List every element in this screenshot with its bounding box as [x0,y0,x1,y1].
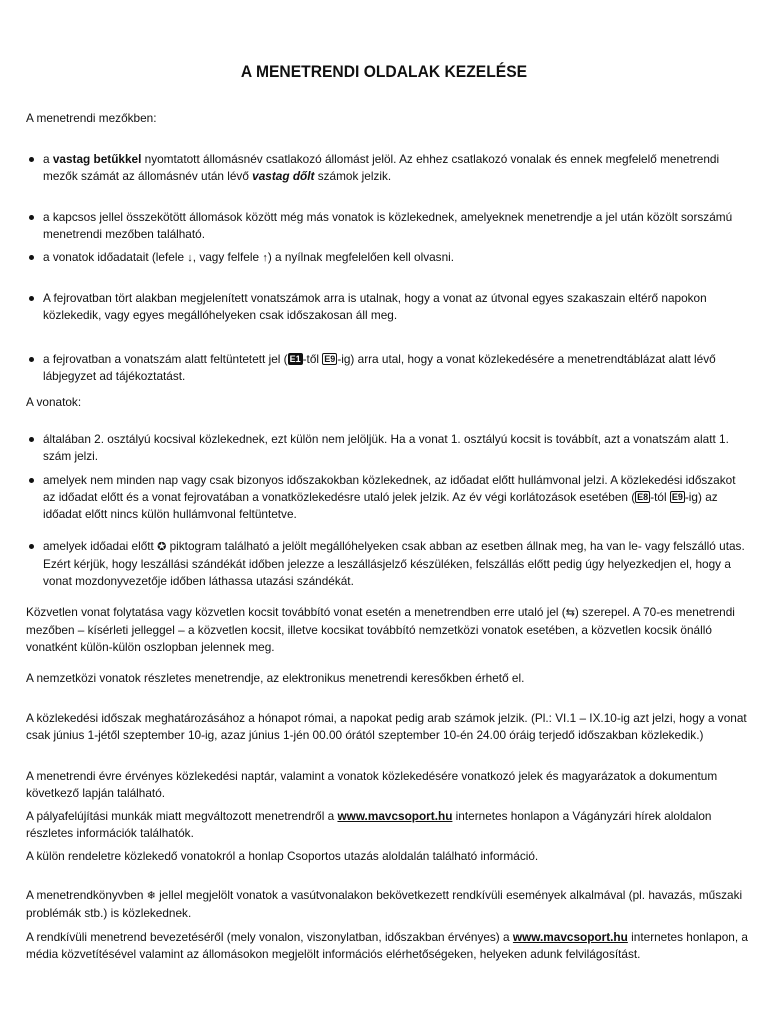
footnote-symbol-icon: E9 [324,354,336,364]
bullet-icon [29,215,34,220]
through-car-icon: ⇆ [565,607,575,619]
footnote-symbol-icon: E1 [289,354,301,364]
footnote-symbol-icon: E9 [671,492,683,502]
list-item-tort-vonatszam: A fejrovatban tört alakban megjelenített vonatszámok arra is utalnak, hogy a vonat az útvonal egyes szakaszain eltérő napokon közlekedik, vagy egyes megállóhelyeken csak időszakosan áll meg. [26,290,748,324]
list-item-vastag-betu: a vastag betűkkel nyomtatott állomásnév csatlakozó állomást jelöl. Az ehhez csatlakozó vonalak és ennek megfelelő menetrendi mezők számát az állomásnév után lévő vastag dőlt számok jelzik. [26,151,748,185]
bullet-icon [29,437,34,442]
arrow-down-icon: ↓ [187,252,193,264]
intro-vonatok: A vonatok: [26,395,82,409]
paragraph-palyafelujitas: A pályafelújítási munkák miatt megváltozott menetrendről a www.mavcsoport.hu internetes honlapon a Vágányzári hírek aloldalon részletes információk találhatók. [26,809,712,840]
bullet-icon [29,478,34,483]
arrow-up-icon: ↑ [262,252,268,264]
list-item-idoadatok-irany: a vonatok időadatait (lefele ↓, vagy felfele ↑) a nyílnak megfelelően kell olvasni. [26,249,748,267]
list-item-kapcsos-jel: a kapcsos jellel összekötött állomások között még más vonatok is közlekednek, amelyeknek menetrendje a jel után közölt sorszámú menetrendi mezőben található. [26,209,748,243]
mavcsoport-link[interactable]: www.mavcsoport.hu [337,809,453,823]
bullet-icon [29,296,34,301]
mavcsoport-link[interactable]: www.mavcsoport.hu [512,930,628,944]
paragraph-rendkivuli-jel: A menetrendkönyvben ❄ jellel megjelölt vonatok a vasútvonalakon bekövetkezett rendkívüli események alkalmával (pl. havazás, műszaki problémák stb.) is közlekednek. [26,888,743,920]
paragraph-rendkivuli-menetrend: A rendkívüli menetrend bevezetéséről (mely vonalon, viszonylatban, időszakban érvényes) a www.mavcsoport.hu internetes honlapon, a média közvetítésével valamint az állomásokon megjelölt információs elérhetőségeken, helyeken adunk felvilágosítást. [26,930,748,961]
list-item-fejrovat-jel: a fejrovatban a vonatszám alatt feltüntetett jel ( E1 -től E9 -ig) arra utal, hogy a vonat közlekedésére a menetrendtáblázat alatt lévő lábjegyzet ad tájékoztatást. [26,351,748,385]
list-item-osztaly: általában 2. osztályú kocsival közlekednek, ezt külön nem jelöljük. Ha a vonat 1. osztályú kocsit is továbbít, azt a vonatszám alatt 1. szám jelzi. [26,431,748,465]
list-item-idoszakos-vonatok: amelyek nem minden nap vagy csak bizonyos időszakokban közlekednek, az időadat előtt hullámvonal jelzi. A közlekedési időszakot az időadat előtt és a vonat fejrovatában a vonatközlekedésre utaló jelek jelzik. Az év végi korlátozások esetében ( E8 -tól E9 -ig) az időadat előtt nincs külön hullámvonal feltüntetve. [26,472,748,523]
footnote-symbol-icon: E8 [637,492,649,502]
snowflake-icon: ❄ [146,890,156,902]
paragraph-kozlekedesi-idoszak: A közlekedési időszak meghatározásához a hónapot római, a napokat pedig arab számok jelzik. (Pl.: VI.1 – IX.10-ig azt jelzi, hogy a vonat csak június 1-jétől szeptember 10-ig, azaz június 1-jén 00.00 órától szeptember 10-én 24.00 óráig terjedő időszakban közlekedik.) [26,711,747,742]
intro-menetrendi-mezok: A menetrendi mezőkben: [26,111,157,125]
bold-italic-term: vastag dőlt [252,169,315,183]
bullet-icon [29,157,34,162]
bullet-icon [29,255,34,260]
list-item-feltételes-megallo: amelyek időadai előtt ✪ piktogram található a jelölt megállóhelyeken csak abban az esetben állnak meg, ha van le- vagy felszálló utas. Ezért kérjük, hogy leszállási szándékát időben jelezze a leszállásjelző készüléken, felszállás előtt pedig úgy helyezkedjen el, hogy a vonat mozdonyvezetője időben láthassa utazási szándékát. [26,538,748,590]
paragraph-kozvetlen-vonat: Közvetlen vonat folytatása vagy közvetlen kocsit továbbító vonat esetén a menetrendben erre utaló jel (⇆) szerepel. A 70-es menetrendi mezőben – kísérleti jelleggel – a közvetlen kocsit, illetve kocsikat továbbító nemzetközi vonatok esetében, a közvetlen kocsik önálló vonatként külön-külön oszlopban jelennek meg. [26,605,735,654]
paragraph-nemzetkozi: A nemzetközi vonatok részletes menetrendje, az elektronikus menetrendi keresőkben érhető el. [26,671,525,685]
page-title: A MENETRENDI OLDALAK KEZELÉSE [240,62,528,81]
bullet-icon [29,357,34,362]
request-stop-icon: ✪ [157,541,167,553]
bold-term: vastag betűkkel [52,152,142,166]
paragraph-kulon-rendelet: A külön rendeletre közlekedő vonatokról a honlap Csoportos utazás aloldalán található információ. [26,849,539,863]
paragraph-naptar: A menetrendi évre érvényes közlekedési naptár, valamint a vonatok közlekedésére vonatkozó jelek és magyarázatok a dokumentum következő lapján található. [26,769,718,800]
bullet-icon [29,544,34,549]
